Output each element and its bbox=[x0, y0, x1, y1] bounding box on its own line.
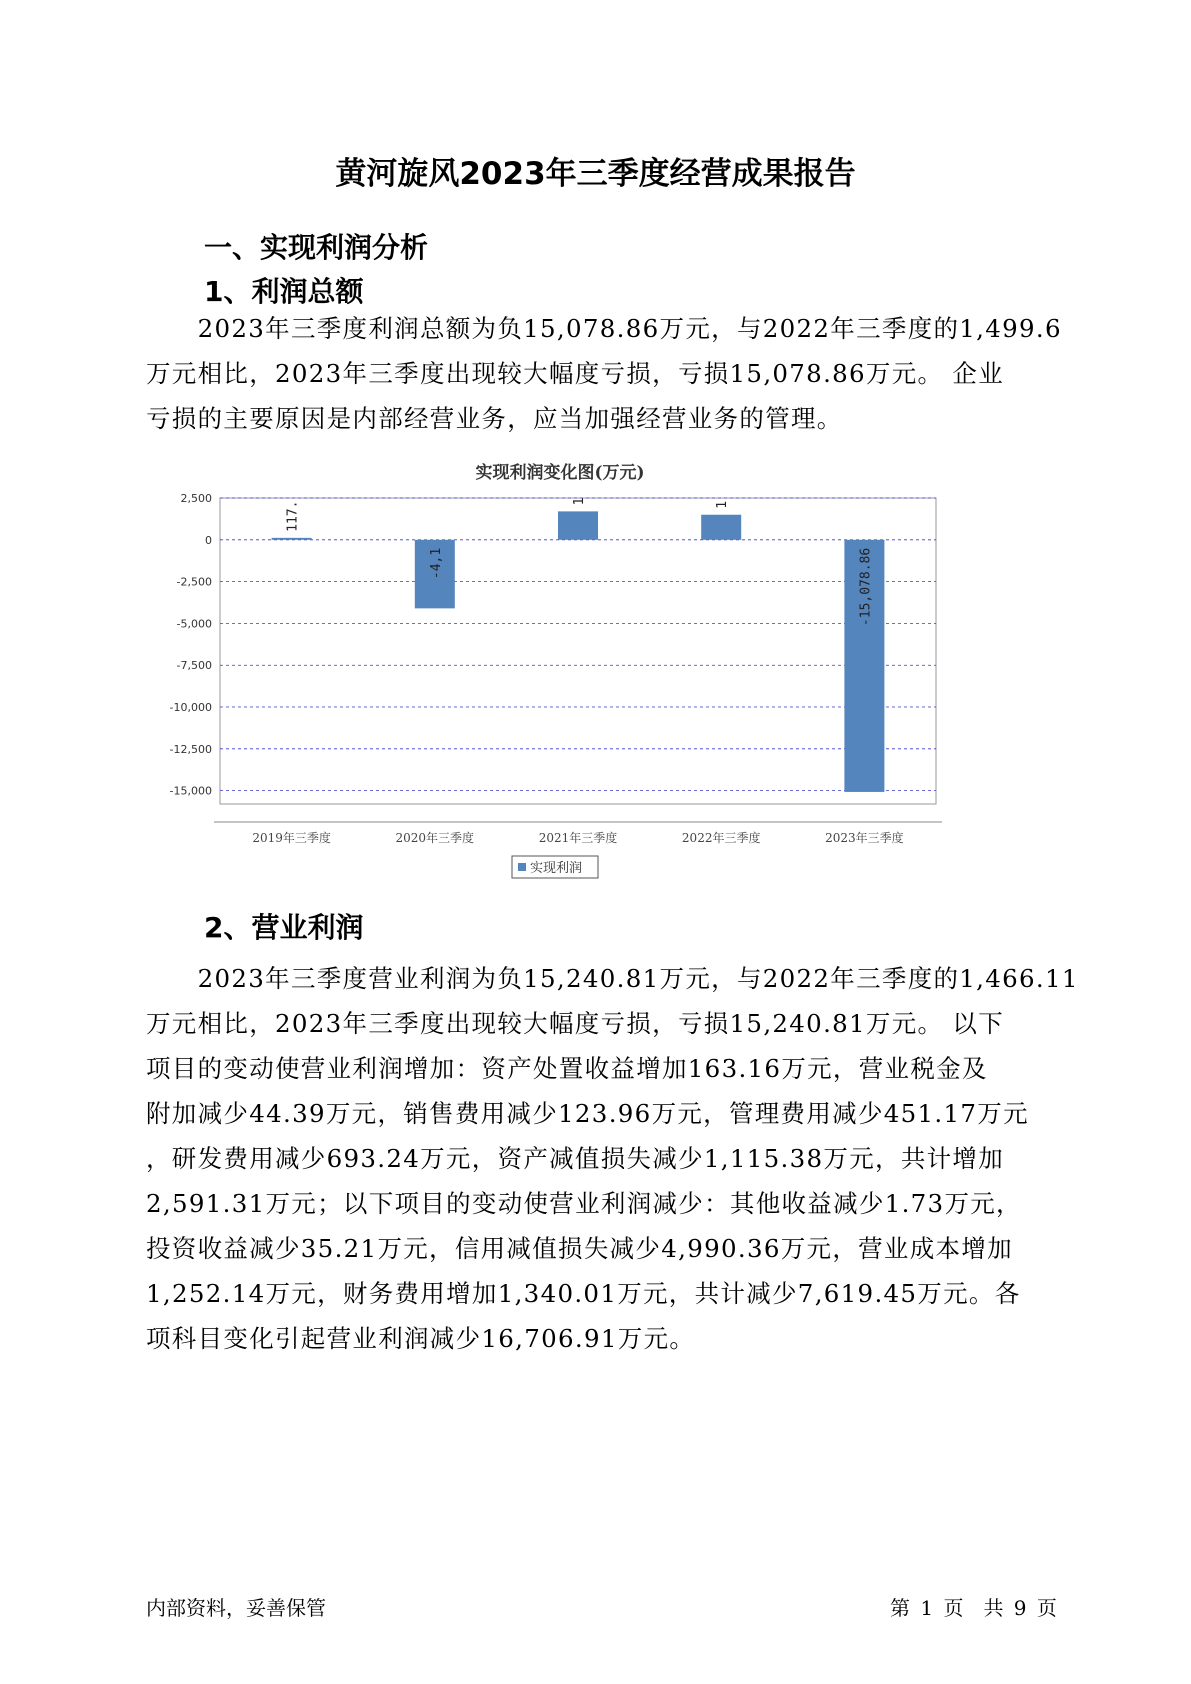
y-tick-label: 0 bbox=[205, 533, 212, 547]
profit-chart bbox=[160, 463, 1020, 942]
paragraph-line: 亏损的主要原因是内部经营业务，应当加强经营业务的管理。 bbox=[146, 404, 843, 433]
paragraph-line: 投资收益减少35.21万元，信用减值损失减少4,990.36万元，营业成本增加 bbox=[146, 1234, 1013, 1263]
paragraph-line: 万元相比，2023年三季度出现较大幅度亏损，亏损15,240.81万元。 以下 bbox=[146, 1009, 1005, 1038]
subsection-heading-total-profit: 1、利润总额 bbox=[204, 275, 364, 308]
data-label: -4,1 bbox=[428, 547, 444, 580]
chart-title: 实现利润变化图(万元) bbox=[475, 463, 645, 483]
x-tick-label: 2019年三季度 bbox=[252, 831, 331, 845]
y-tick-label: -12,500 bbox=[169, 742, 212, 756]
paragraph-line: ，研发费用减少693.24万元，资产减值损失减少1,115.38万元，共计增加 bbox=[146, 1144, 1005, 1173]
paragraph-line: 2023年三季度营业利润为负15,240.81万元，与2022年三季度的1,466.11 bbox=[146, 964, 1079, 993]
paragraph-line: 万元相比，2023年三季度出现较大幅度亏损，亏损15,078.86万元。 企业 bbox=[146, 359, 1005, 388]
bar bbox=[701, 515, 741, 540]
y-tick-label: -2,500 bbox=[176, 575, 212, 589]
y-tick-label: -7,500 bbox=[176, 659, 212, 673]
y-tick-label: 2,500 bbox=[180, 492, 212, 505]
paragraph-line: 1,252.14万元，财务费用增加1,340.01万元，共计减少7,619.45万元。各 bbox=[146, 1279, 1021, 1308]
paragraph-line: 项科目变化引起营业利润减少16,706.91万元。 bbox=[146, 1324, 696, 1353]
paragraph-line: 2,591.31万元；以下项目的变动使营业利润减少：其他收益减少1.73万元， bbox=[146, 1189, 1022, 1218]
operating-profit-paragraph bbox=[146, 956, 1079, 1361]
y-tick-label: -10,000 bbox=[169, 701, 212, 715]
section-heading-profit-analysis: 一、实现利润分析 bbox=[204, 231, 429, 264]
total-profit-paragraph bbox=[146, 306, 1076, 441]
data-label: 1 bbox=[715, 500, 731, 509]
x-tick-label: 2021年三季度 bbox=[538, 831, 618, 845]
bar bbox=[558, 511, 598, 539]
data-label: -15,078.86 bbox=[858, 547, 874, 627]
data-label: 117. bbox=[285, 500, 301, 532]
x-tick-label: 2023年三季度 bbox=[825, 831, 904, 845]
subsection-heading-operating-profit: 2、营业利润 bbox=[204, 911, 364, 944]
paragraph-line: 2023年三季度利润总额为负15,078.86万元，与2022年三季度的1,499.6 bbox=[146, 314, 1062, 343]
data-label: 1 bbox=[572, 497, 587, 506]
footer-page-number: 第 1 页 共 9 页 bbox=[890, 1596, 1057, 1620]
legend-label: 实现利润 bbox=[530, 861, 583, 876]
plot-area bbox=[220, 498, 936, 804]
bar bbox=[272, 538, 312, 540]
x-tick-label: 2022年三季度 bbox=[681, 831, 761, 845]
y-tick-label: -5,000 bbox=[176, 617, 212, 631]
legend-swatch bbox=[518, 863, 526, 871]
x-tick-label: 2020年三季度 bbox=[395, 831, 475, 845]
document-title: 黄河旋风2023年三季度经营成果报告 bbox=[335, 156, 856, 192]
profit-chart-svg bbox=[160, 463, 1020, 942]
paragraph-line: 项目的变动使营业利润增加：资产处置收益增加163.16万元，营业税金及 bbox=[146, 1054, 988, 1083]
paragraph-line: 附加减少44.39万元，销售费用减少123.96万元，管理费用减少451.17万元 bbox=[146, 1099, 1029, 1128]
y-tick-label: -15,000 bbox=[169, 784, 212, 798]
footer-confidential: 内部资料，妥善保管 bbox=[146, 1596, 326, 1620]
